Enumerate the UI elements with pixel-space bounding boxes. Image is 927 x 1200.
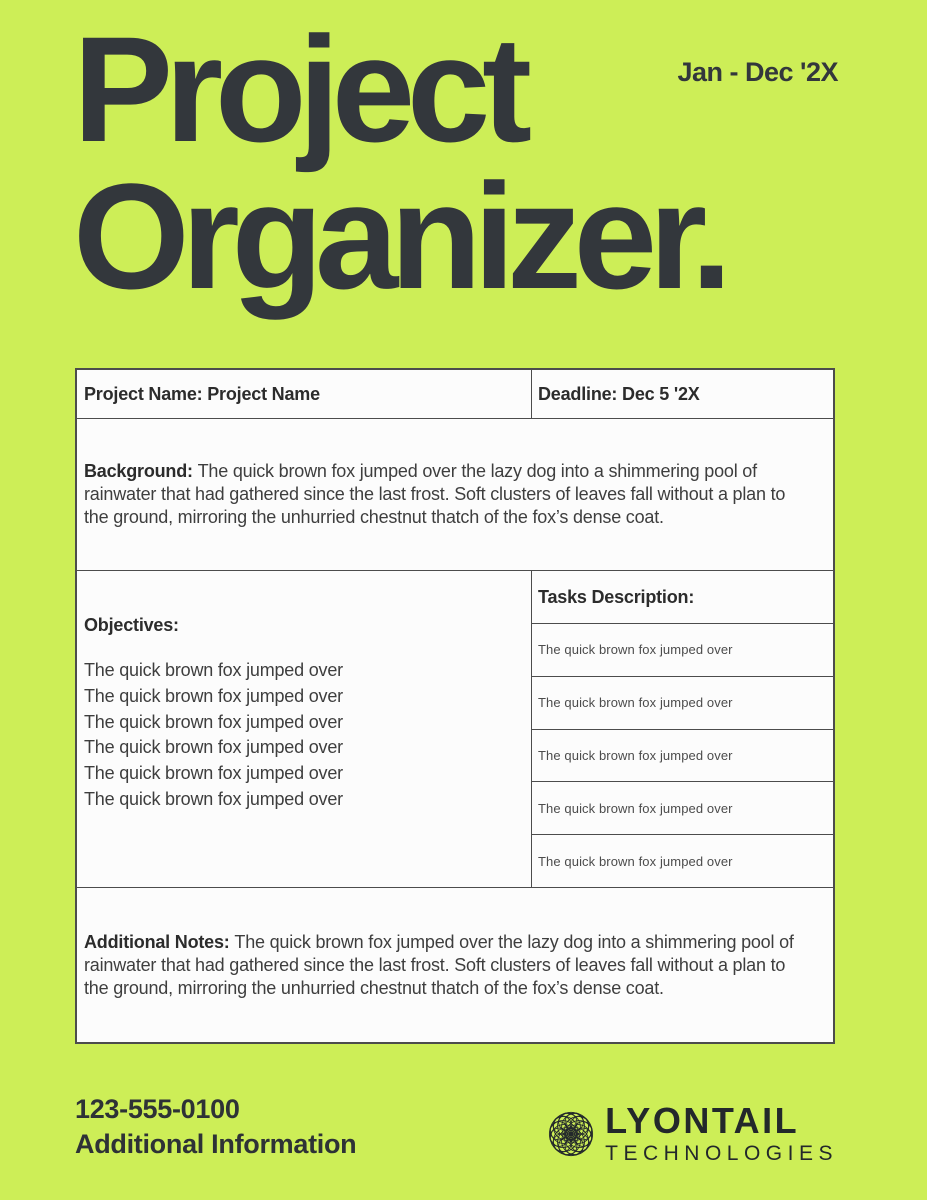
objective-item: The quick brown fox jumped over	[84, 685, 343, 706]
background-text: The quick brown fox jumped over the lazy dog into a shimmering pool of rainwater that had gathered since the last frost. Soft clusters of leaves fall without a plan to the ground, mirroring the unhurried chestnut thatch of the fox’s dense coat.	[84, 461, 786, 527]
page-title	[73, 5, 725, 320]
notes-cell	[77, 888, 833, 1042]
background-label: Background:	[84, 461, 198, 481]
tasks-header-cell	[532, 571, 833, 623]
project-table	[75, 368, 835, 1044]
date-range-label: Jan - Dec '2X	[677, 57, 838, 87]
deadline-value: Dec 5 '2X	[622, 383, 700, 404]
task-row: The quick brown fox jumped over	[532, 781, 833, 834]
task-row: The quick brown fox jumped over	[532, 623, 833, 676]
project-name-cell	[77, 370, 531, 418]
footer-additional-information: Additional Information	[75, 1129, 357, 1159]
tasks-column	[531, 571, 833, 887]
logo-name: LYONTAIL	[605, 1100, 800, 1141]
objective-item: The quick brown fox jumped over	[84, 711, 343, 732]
notes-paragraph	[84, 931, 813, 1000]
project-name-label: Project Name:	[84, 383, 208, 404]
tasks-label: Tasks Description:	[538, 586, 695, 607]
background-paragraph	[84, 460, 813, 529]
company-logo	[546, 1100, 838, 1165]
logo-wordmark	[605, 1100, 838, 1165]
deadline-label: Deadline:	[538, 383, 623, 404]
table-row-middle	[77, 570, 833, 887]
objectives-list	[84, 658, 521, 813]
task-row: The quick brown fox jumped over	[532, 729, 833, 782]
logo-subtitle: TECHNOLOGIES	[605, 1142, 838, 1165]
project-name-value: Project Name	[207, 383, 320, 404]
background-cell	[77, 419, 833, 570]
objectives-label: Objectives:	[84, 615, 179, 635]
objective-item: The quick brown fox jumped over	[84, 763, 343, 784]
objective-item: The quick brown fox jumped over	[84, 660, 343, 680]
table-row-background	[77, 418, 833, 570]
task-row: The quick brown fox jumped over	[532, 834, 833, 887]
table-row-notes	[77, 887, 833, 1042]
task-row: The quick brown fox jumped over	[532, 676, 833, 729]
tasks-list	[532, 623, 833, 887]
deadline-cell	[531, 370, 833, 418]
notes-text: The quick brown fox jumped over the lazy dog into a shimmering pool of rainwater that had gathered since the last frost. Soft clusters of leaves fall without a plan to the ground, mirroring the unhurried chestnut thatch of the fox’s dense coat.	[84, 931, 794, 998]
page-title-line1: Project	[73, 5, 524, 173]
table-row-titles	[77, 370, 833, 418]
notes-label: Additional Notes:	[84, 931, 235, 952]
spirograph-flower-icon	[546, 1109, 596, 1159]
objective-item: The quick brown fox jumped over	[84, 788, 343, 809]
objectives-cell	[77, 571, 531, 887]
objective-item: The quick brown fox jumped over	[84, 737, 343, 758]
footer-phone: 123-555-0100	[75, 1094, 240, 1124]
page-title-line2: Organizer.	[73, 152, 725, 320]
